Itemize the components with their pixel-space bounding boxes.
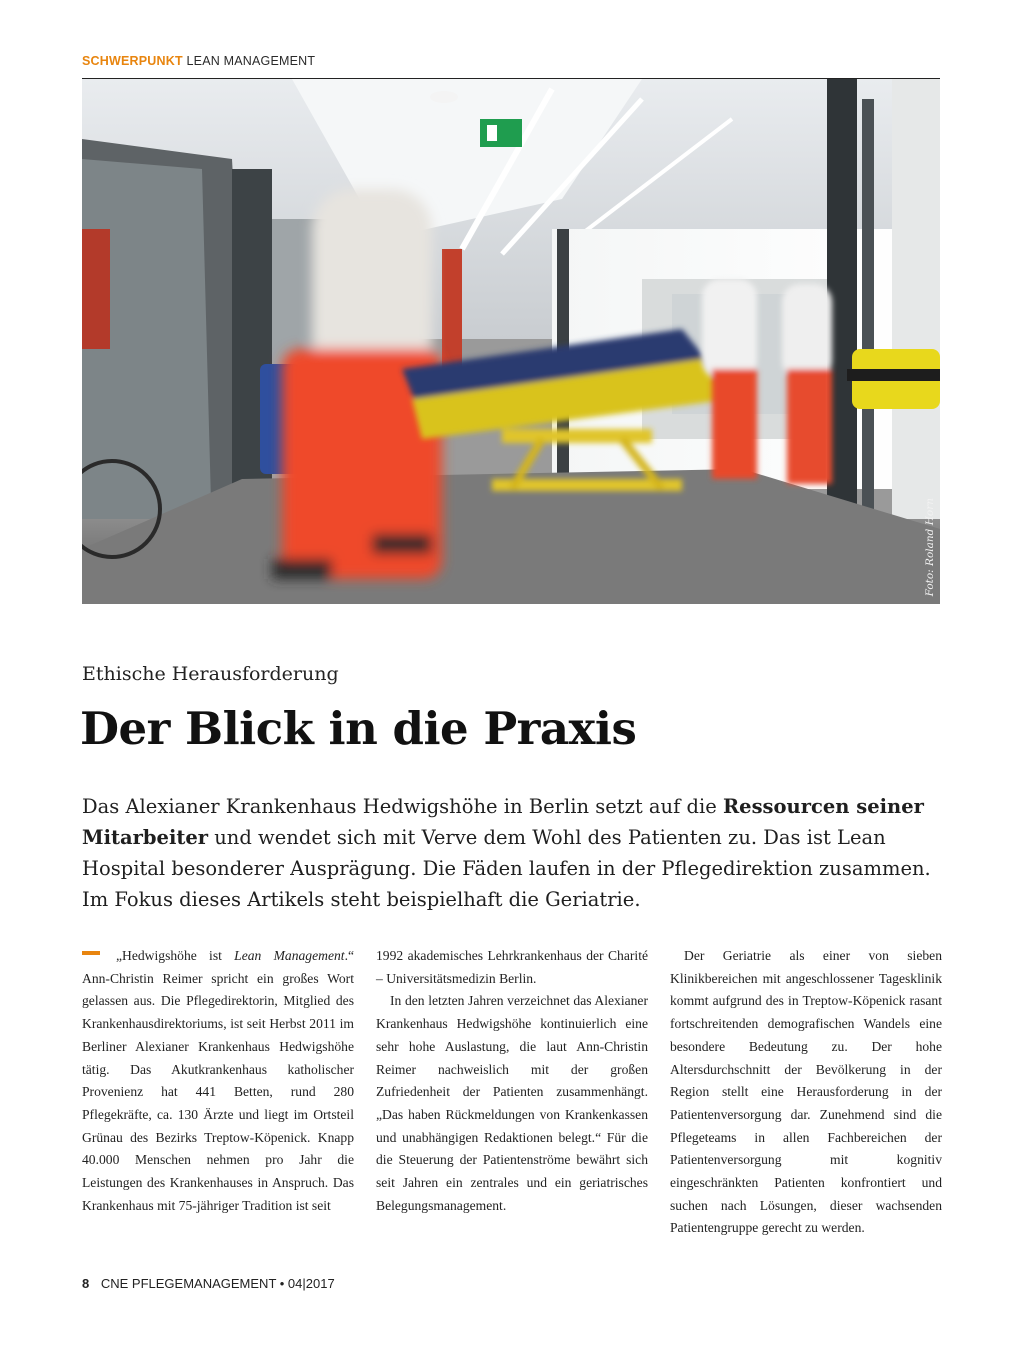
text-column-2 — [376, 945, 648, 1217]
column-1-paragraph — [82, 945, 354, 1217]
lead-emphasis: Ressourcen seiner Mitarbeiter — [82, 795, 924, 849]
section-title: LEAN MANAGEMENT — [186, 54, 316, 68]
column-2-paragraph-1: 1992 akademisches Lehrkrankenhaus der Charité – Universitätsmedizin Berlin. — [376, 948, 648, 986]
lead-text-end: und wendet sich mit Verve dem Wohl des Patienten zu. Das ist Lean Hospital besonderer Ausprägung. Die Fäden laufen in der Pflegedirektion zusammen. Im Fokus dieses Artikels steht beispielhaft die Geriatrie. — [82, 826, 931, 911]
article-kicker: Ethische Herausforderung — [82, 663, 339, 685]
article-lead — [82, 791, 942, 915]
text-column-1 — [82, 945, 354, 1217]
column-1-body: .“ Ann-Christin Reimer spricht ein großes Wort gelassen aus. Die Pflegedirektorin, Mitglied des Krankenhausdirektoriums, ist seit Herbst 2011 im Berliner Alexianer Krankenhaus Hedwigshöhe tätig. Das Akutkrankenhaus katholischer Provenienz hat 441 Betten, rund 280 Pflegekräfte, ca. 130 Ärzte und liegt im Ortsteil Grünau des Bezirks Treptow-Köpenick. Knapp 40.000 Menschen nehmen pro Jahr die Leistungen des Krankenhauses in Anspruch. Das Krankenhaus mit 75-jähriger Tradition ist seit — [82, 948, 354, 1213]
article-photo — [82, 79, 940, 604]
photo-credit: Foto: Roland Horn — [924, 497, 936, 596]
section-label — [82, 54, 315, 68]
column-3-paragraph-1: Der Geriatrie als einer von sieben Klinikbereichen mit angeschlossener Tagesklinik kommt aufgrund des in Treptow-Köpenick rasant fortschreitenden demografischen Wandels eine besondere Bedeutung zu. Der hohe Altersdurchschnitt der Bevölkerung in der Region stellt eine Herausforderung in der Patientenversorgung dar. Zunehmend sind die Pflegeteams in allen Fachbereichen der Patientenversorgung mit kognitiv eingeschränkten Patienten konfrontiert und suchen nach Lösungen, dieser wachsenden Patientengruppe gerecht zu werden. — [670, 948, 942, 1236]
column-2-paragraph-2: In den letzten Jahren verzeichnet das Alexianer Krankenhaus Hedwigshöhe kontinuierlich eine sehr hohe Auslastung, die laut Ann-Christin Reimer nachweislich mit der großen Zufriedenheit der Patienten zusammenhängt. „Das haben Rückmeldungen von Krankenkassen und unabhängigen Redaktionen belegt.“ Für die die Steuerung der Patientenströme bewährt sich seit Jahren ein zentrales und ein geriatrisches Belegungsmanagement. — [376, 993, 648, 1213]
page-number: 8 — [82, 1276, 90, 1291]
quote-open: „Hedwigshöhe ist — [116, 948, 235, 963]
section-kicker: SCHWERPUNKT — [82, 54, 183, 68]
article-headline: Der Blick in die Praxis — [80, 702, 637, 755]
text-column-3 — [670, 945, 942, 1240]
page-footer — [82, 1276, 335, 1291]
lead-text-start: Das Alexianer Krankenhaus Hedwigshöhe in Berlin setzt auf die — [82, 795, 723, 818]
publication-info: CNE PFLEGEMANAGEMENT • 04|2017 — [100, 1276, 335, 1291]
quote-italic: Lean Management — [234, 948, 345, 963]
